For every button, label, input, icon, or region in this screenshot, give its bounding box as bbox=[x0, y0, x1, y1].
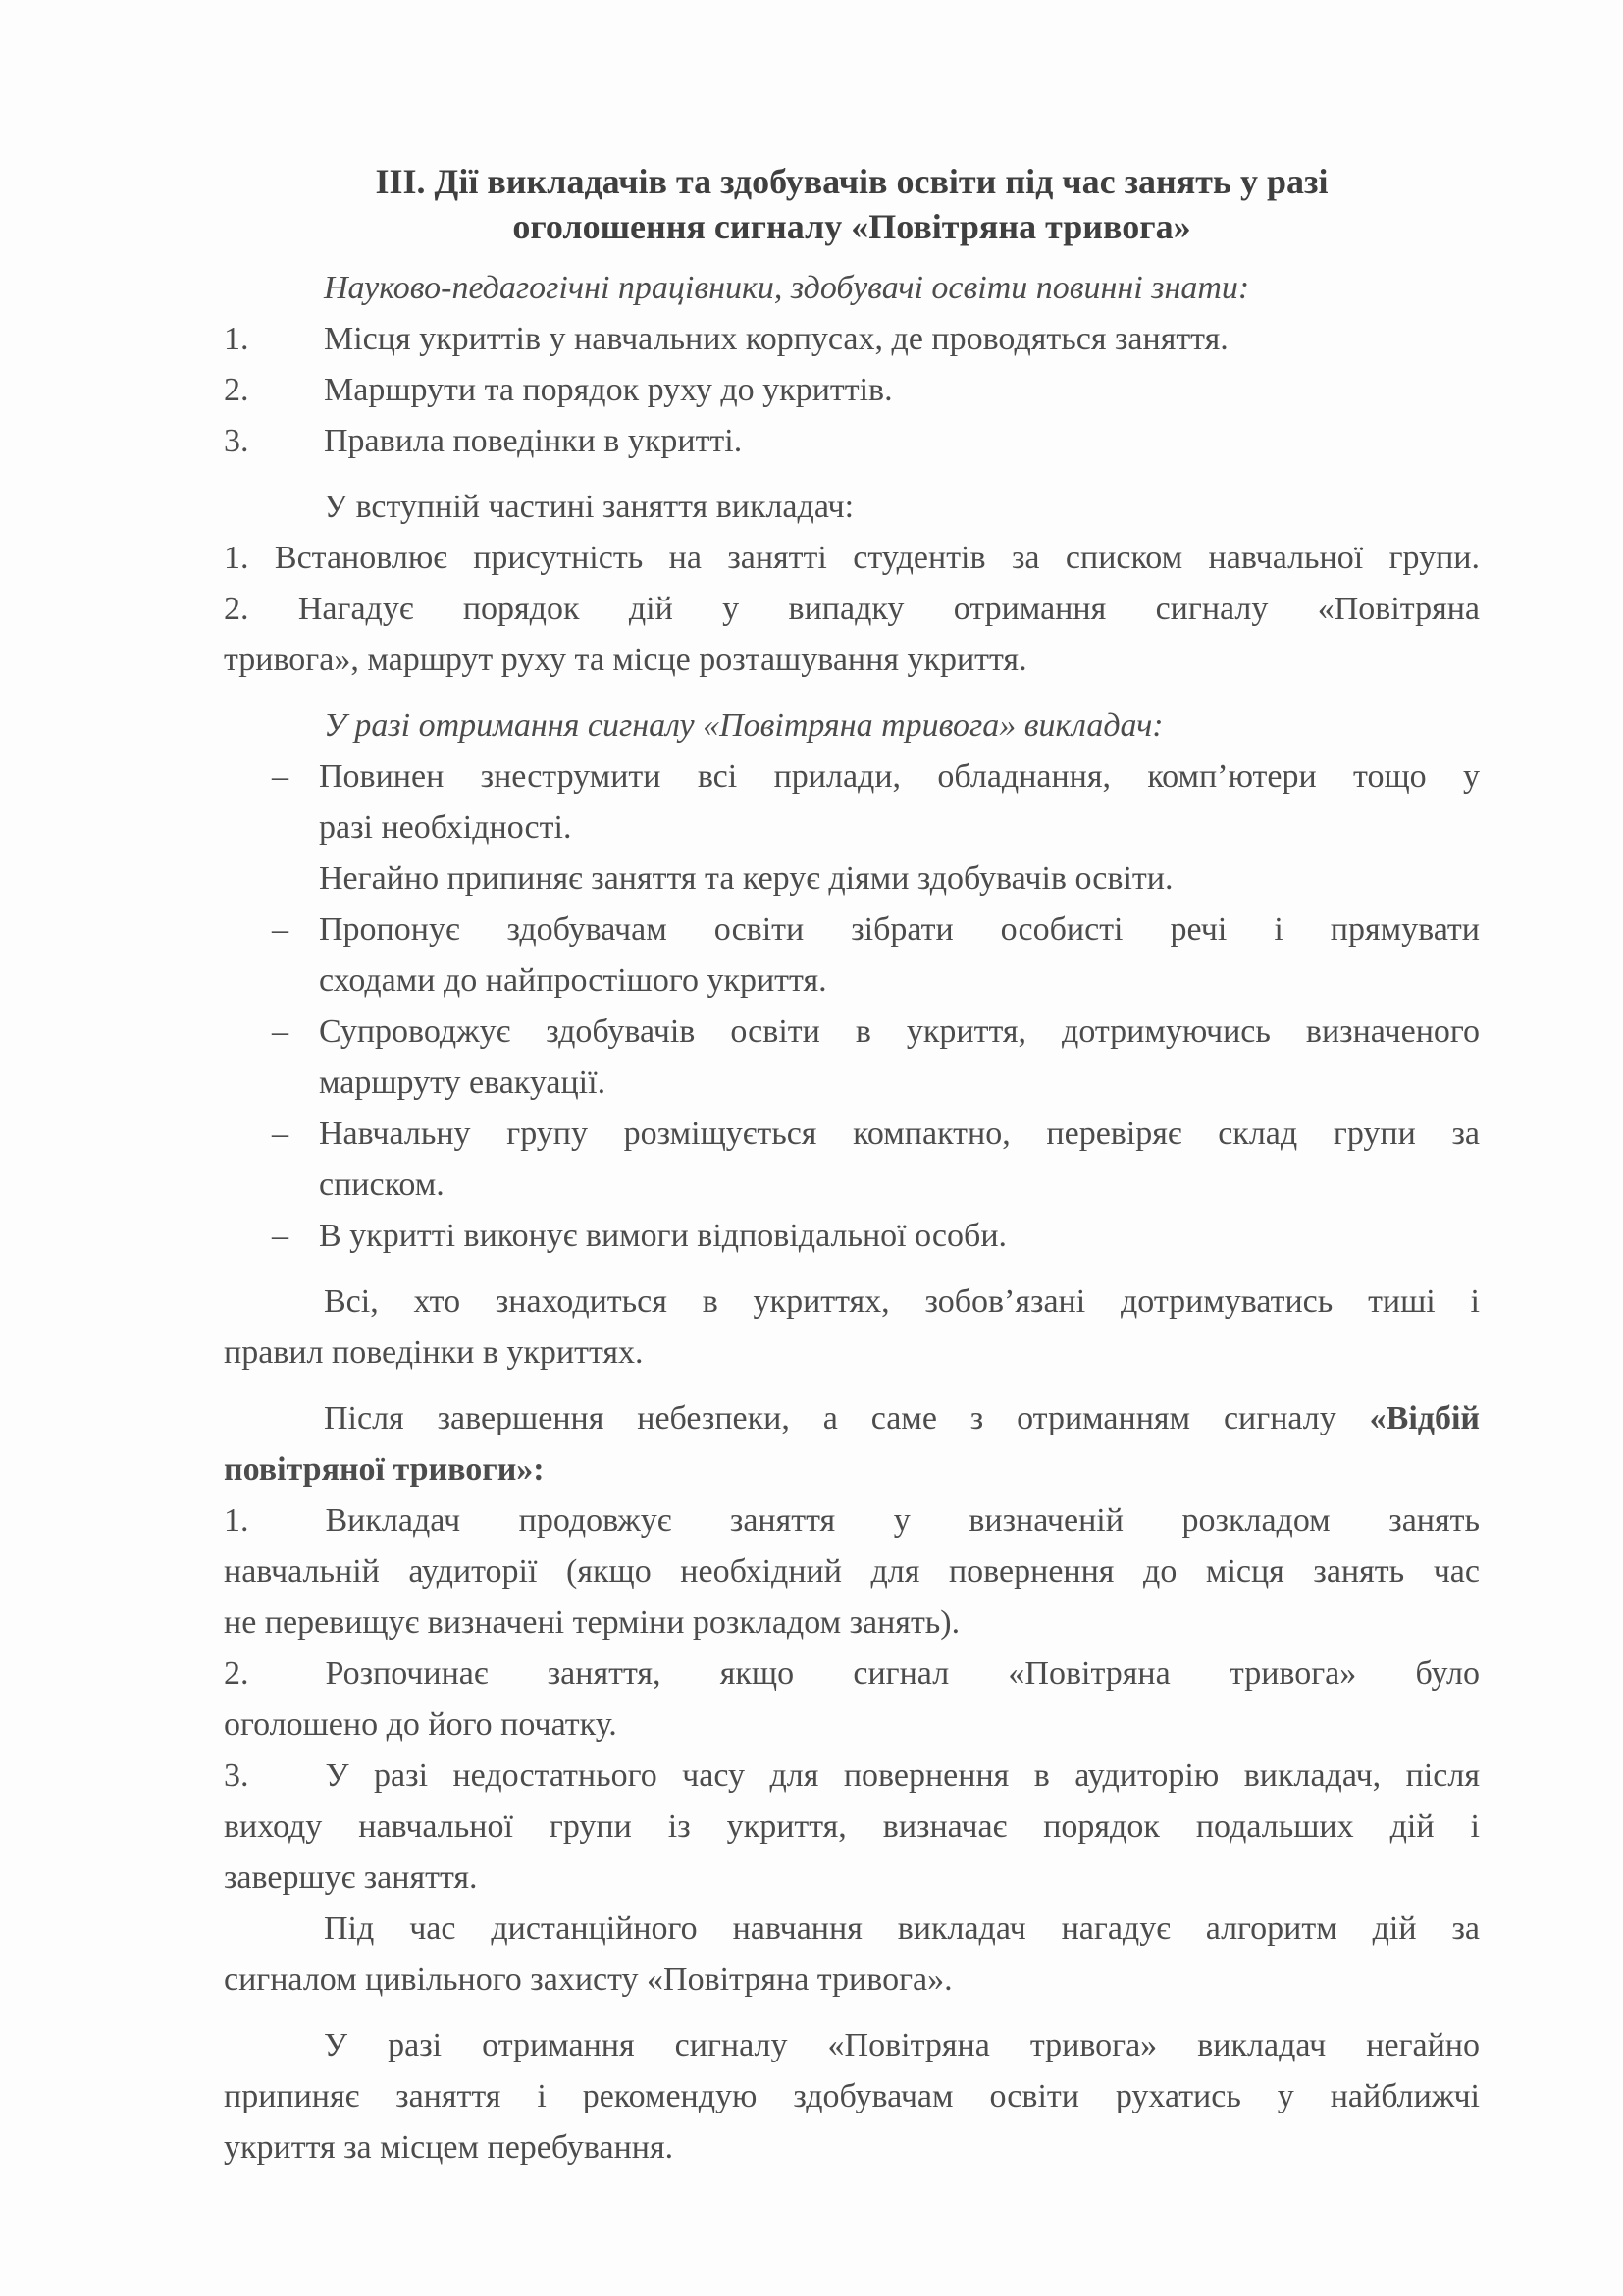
text-line: Під час дистанційного навчання викладач нагадує алгоритм дій за bbox=[324, 1910, 1480, 1947]
text-line: не перевищує визначені терміни розкладом занять). bbox=[224, 1604, 961, 1641]
title-line-2: оголошення сигналу «Повітряна тривога» bbox=[512, 207, 1191, 246]
all-clear-item-2 bbox=[224, 1648, 1480, 1750]
all-clear-heading bbox=[224, 1393, 1480, 1495]
alarm-action-power-off bbox=[224, 752, 1480, 854]
text-line: оголошено до його початку. bbox=[224, 1706, 617, 1743]
know-item-2 bbox=[224, 365, 1480, 416]
all-clear-item-3 bbox=[224, 1750, 1480, 1904]
list-number: 3. bbox=[224, 423, 249, 459]
text-line: навчальній аудиторії (якщо необхідний для повернення до місця занять час bbox=[224, 1553, 1480, 1590]
immediate-stop bbox=[224, 2020, 1480, 2173]
alarm-action-follow-rules bbox=[224, 1211, 1480, 1262]
alarm-action-stop-class bbox=[224, 854, 1480, 905]
all-clear-item-1 bbox=[224, 1495, 1480, 1648]
text-line: тривога», маршрут руху та місце розташування укриття. bbox=[224, 642, 1027, 678]
text-line: Негайно припиняє заняття та керує діями здобувачів освіти. bbox=[319, 861, 1174, 897]
alarm-heading bbox=[224, 701, 1480, 752]
text-line: припиняє заняття і рекомендую здобувачам освіти рухатись у найближчі bbox=[224, 2078, 1480, 2114]
know-item-3 bbox=[224, 416, 1480, 467]
text-line: правил поведінки в укриттях. bbox=[224, 1334, 644, 1371]
know-item-1 bbox=[224, 314, 1480, 365]
bullet-dash: – bbox=[272, 1014, 288, 1050]
text-line: У разі отримання сигналу «Повітряна тривога» викладач негайно bbox=[324, 2027, 1480, 2063]
text-line: Маршрути та порядок руху до укриттів. bbox=[324, 372, 893, 408]
intro-note bbox=[224, 263, 1480, 314]
text-line: Всі, хто знаходиться в укриттях, зобов’язані дотримуватись тиші і bbox=[324, 1283, 1480, 1320]
shelter-silence-rule bbox=[224, 1277, 1480, 1379]
bullet-dash: – bbox=[272, 912, 288, 948]
text-line: Правила поведінки в укритті. bbox=[324, 423, 743, 459]
text-line: У разі отримання сигналу «Повітряна тривога» викладач: bbox=[324, 707, 1164, 744]
text-line: Повинен знеструмити всі прилади, обладнання, комп’ютери тощо у bbox=[319, 758, 1480, 795]
bullet-dash: – bbox=[272, 1116, 288, 1152]
alarm-action-escort bbox=[224, 1007, 1480, 1109]
text-line: сигналом цивільного захисту «Повітряна тривога». bbox=[224, 1961, 953, 1998]
text-line: Після завершення небезпеки, а саме з отриманням сигналу «Відбій bbox=[324, 1400, 1480, 1436]
text-line: 1. Викладач продовжує заняття у визначеній розкладом занять bbox=[224, 1502, 1480, 1539]
text-line: Навчальну групу розміщується компактно, перевіряє склад групи за bbox=[319, 1116, 1480, 1152]
text-line: сходами до найпростішого укриття. bbox=[319, 963, 827, 999]
bullet-dash: – bbox=[272, 1218, 288, 1254]
document-title bbox=[224, 147, 1480, 249]
text-line: маршруту евакуації. bbox=[319, 1065, 606, 1101]
text-line: Пропонує здобувачам освіти зібрати особисті речі і прямувати bbox=[319, 912, 1480, 948]
text-line: Супроводжує здобувачів освіти в укриття, дотримуючись визначеного bbox=[319, 1014, 1480, 1050]
text-line: виходу навчальної групи із укриття, визначає порядок подальших дій і bbox=[224, 1808, 1480, 1845]
text-line: списком. bbox=[319, 1167, 445, 1203]
text-line: 2. Нагадує порядок дій у випадку отримання сигналу «Повітряна bbox=[224, 591, 1480, 627]
alarm-action-collect-things bbox=[224, 905, 1480, 1007]
lecturer-step-2 bbox=[224, 584, 1480, 686]
text-line: укриття за місцем перебування. bbox=[224, 2129, 674, 2166]
distance-learning bbox=[224, 1904, 1480, 2006]
list-number: 1. bbox=[224, 321, 249, 357]
text-line: Науково-педагогічні працівники, здобувачі освіти повинні знати: bbox=[324, 270, 1250, 306]
list-number: 2. bbox=[224, 372, 249, 408]
lecturer-step-1 bbox=[224, 533, 1480, 584]
text-line: завершує заняття. bbox=[224, 1859, 478, 1896]
text-line: У вступній частині заняття викладач: bbox=[324, 489, 855, 525]
alarm-action-group-placement bbox=[224, 1109, 1480, 1211]
text-line: 3. У разі недостатнього часу для повернення в аудиторію викладач, після bbox=[224, 1757, 1480, 1794]
text-line: 1. Встановлює присутність на занятті студентів за списком навчальної групи. bbox=[224, 540, 1480, 576]
title-line-1: ІІІ. Дії викладачів та здобувачів освіти під час занять у разі bbox=[375, 162, 1329, 201]
document-body bbox=[224, 147, 1480, 2173]
intro-lecturer-heading bbox=[224, 482, 1480, 533]
text-line: разі необхідності. bbox=[319, 809, 572, 846]
text-line: В укритті виконує вимоги відповідальної особи. bbox=[319, 1218, 1008, 1254]
bullet-dash: – bbox=[272, 758, 288, 795]
text-line: повітряної тривоги»: bbox=[224, 1451, 545, 1487]
text-line: 2. Розпочинає заняття, якщо сигнал «Повітряна тривога» було bbox=[224, 1655, 1480, 1692]
text-line: Місця укриттів у навчальних корпусах, де проводяться заняття. bbox=[324, 321, 1229, 357]
